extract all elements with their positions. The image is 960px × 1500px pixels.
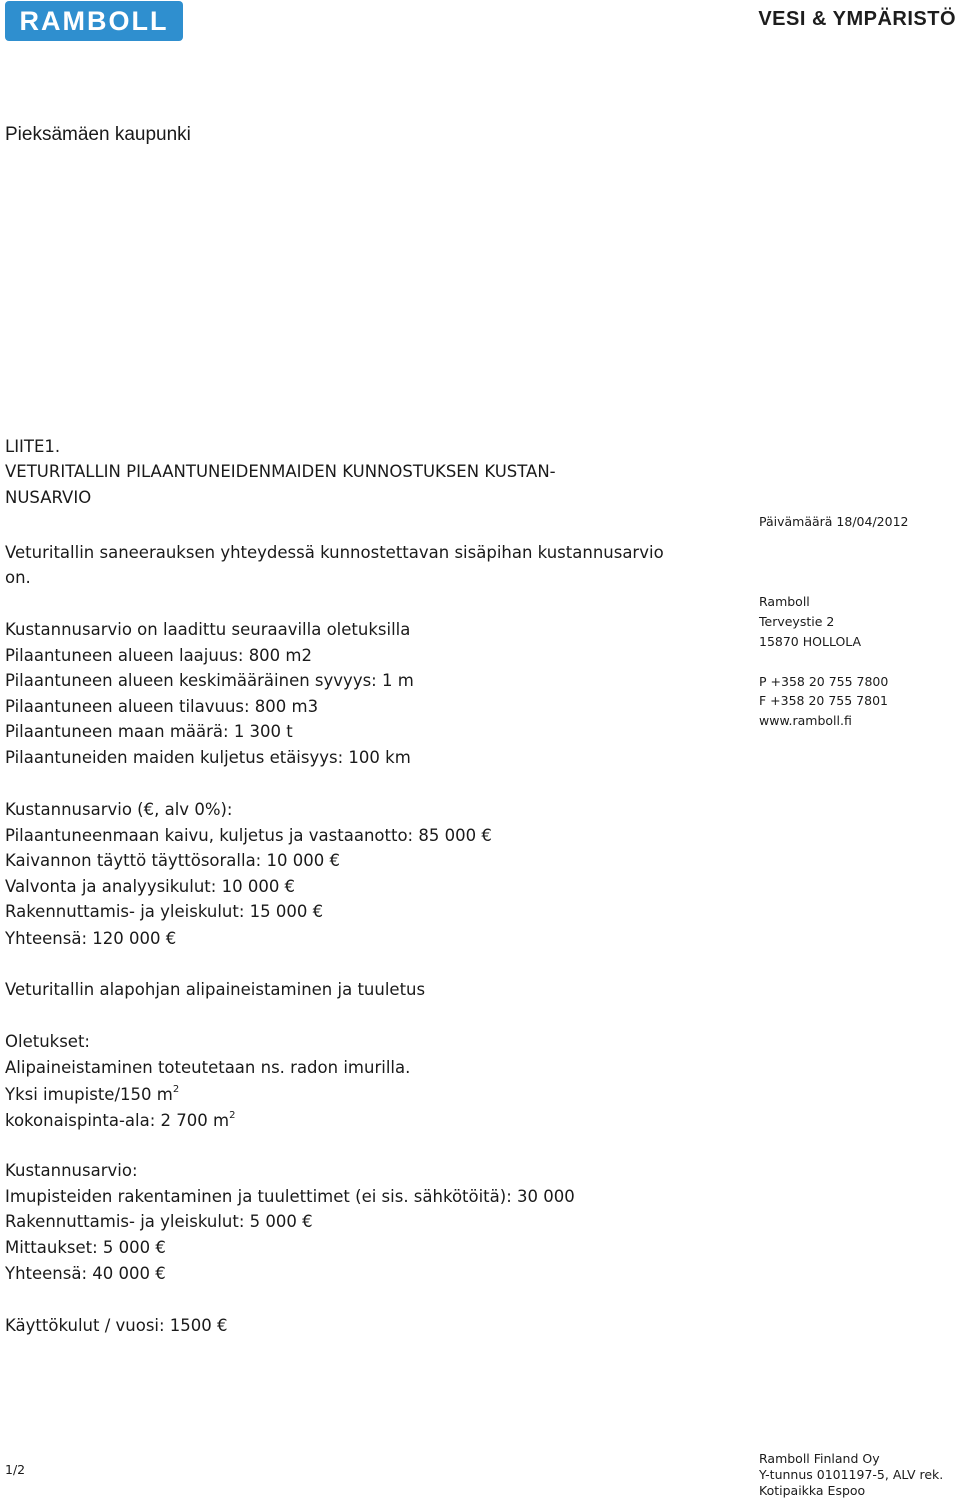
document-title-line1: VETURITALLIN PILAANTUNEIDENMAIDEN KUNNOSTUKSEN KUSTAN- xyxy=(5,462,556,481)
assumption-item: Pilaantuneen alueen laajuus: 800 m2 xyxy=(5,646,312,665)
assumption-item: Pilaantuneen maan määrä: 1 300 t xyxy=(5,722,293,741)
appendix-label: LIITE1. xyxy=(5,437,61,456)
assumption2-text: kokonaispinta-ala: 2 700 m xyxy=(5,1111,230,1130)
operating-costs: Käyttökulut / vuosi: 1500 € xyxy=(5,1316,228,1335)
footer-company: Ramboll Finland Oy xyxy=(759,1451,880,1466)
sidebar-phone: P +358 20 755 7800 xyxy=(759,674,889,689)
client-name: Pieksämäen kaupunki xyxy=(5,124,191,145)
department-title: VESI & YMPÄRISTÖ xyxy=(758,8,956,30)
page-number: 1/2 xyxy=(5,1462,26,1477)
estimate2-heading: Kustannusarvio: xyxy=(5,1161,138,1180)
estimate2-item: Mittaukset: 5 000 € xyxy=(5,1238,166,1257)
estimate1-item: Rakennuttamis- ja yleiskulut: 15 000 € xyxy=(5,902,324,921)
sidebar-website[interactable]: www.ramboll.fi xyxy=(759,713,852,728)
footer-domicile: Kotipaikka Espoo xyxy=(759,1483,866,1498)
estimate1-item: Kaivannon täyttö täyttösoralla: 10 000 € xyxy=(5,851,340,870)
sidebar-city: 15870 HOLLOLA xyxy=(759,634,862,649)
assumption2-item: Alipaineistaminen toteutetaan ns. radon imurilla. xyxy=(5,1058,411,1077)
estimate2-total: Yhteensä: 40 000 € xyxy=(5,1264,166,1283)
section2-title: Veturitallin alapohjan alipaineistaminen ja tuuletus xyxy=(5,980,426,999)
assumptions2-heading: Oletukset: xyxy=(5,1032,90,1051)
sidebar-street: Terveystie 2 xyxy=(759,614,835,629)
assumption2-item xyxy=(5,1084,179,1104)
estimate1-item: Valvonta ja analyysikulut: 10 000 € xyxy=(5,877,296,896)
assumption2-text: Yksi imupiste/150 m xyxy=(5,1085,173,1104)
estimate2-item: Imupisteiden rakentaminen ja tuulettimet (ei sis. sähkötöitä): 30 000 xyxy=(5,1187,575,1206)
intro-line1: Veturitallin saneerauksen yhteydessä kunnostettavan sisäpihan kustannusarvio xyxy=(5,543,664,562)
assumption2-item xyxy=(5,1110,235,1130)
sidebar-company: Ramboll xyxy=(759,594,810,609)
document-title-line2: NUSARVIO xyxy=(5,488,92,507)
assumption-item: Pilaantuneiden maiden kuljetus etäisyys: 100 km xyxy=(5,748,411,767)
ramboll-logo: RAMBOLL xyxy=(5,1,183,41)
superscript: 2 xyxy=(229,1110,236,1121)
estimate1-total: Yhteensä: 120 000 € xyxy=(5,929,177,948)
superscript: 2 xyxy=(172,1084,180,1095)
document-date: Päivämäärä 18/04/2012 xyxy=(759,514,909,529)
assumptions-heading: Kustannusarvio on laadittu seuraavilla oletuksilla xyxy=(5,620,411,639)
footer-business-id: Y-tunnus 0101197-5, ALV rek. xyxy=(759,1467,944,1482)
assumption-item: Pilaantuneen alueen tilavuus: 800 m3 xyxy=(5,697,319,716)
intro-line2: on. xyxy=(5,568,31,587)
assumption-item: Pilaantuneen alueen keskimääräinen syvyys: 1 m xyxy=(5,671,414,690)
estimate1-item: Pilaantuneenmaan kaivu, kuljetus ja vastaanotto: 85 000 € xyxy=(5,826,492,845)
estimate2-item: Rakennuttamis- ja yleiskulut: 5 000 € xyxy=(5,1212,313,1231)
estimate1-heading: Kustannusarvio (€, alv 0%): xyxy=(5,800,233,819)
sidebar-fax: F +358 20 755 7801 xyxy=(759,693,888,708)
